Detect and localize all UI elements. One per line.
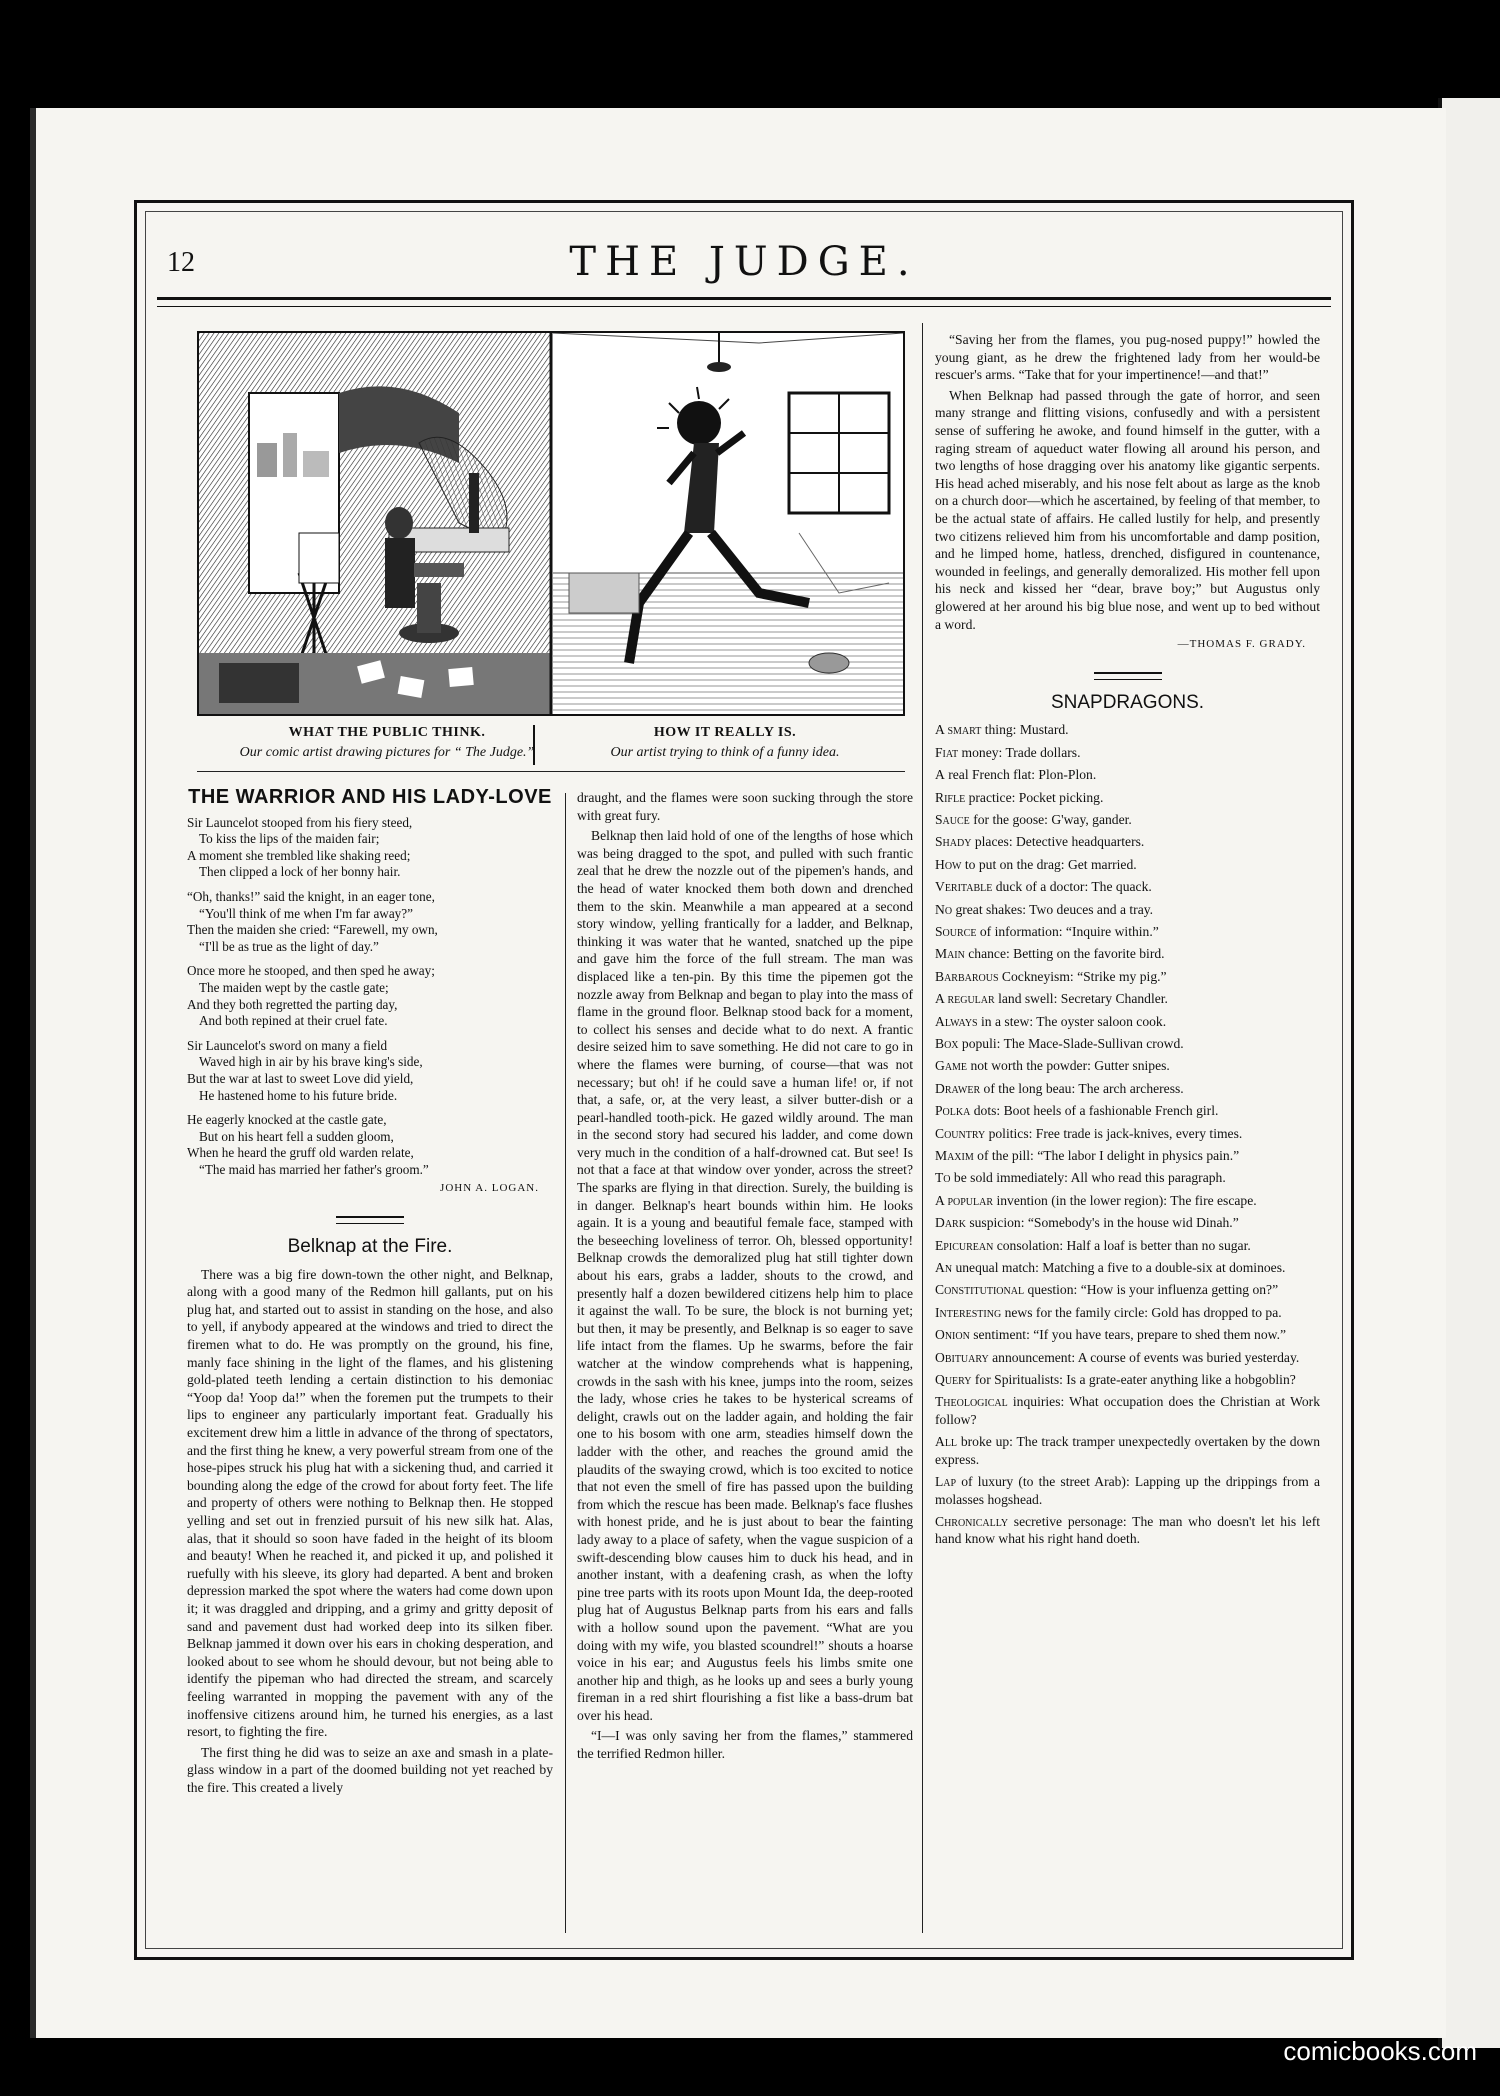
snapdragon-text: for the goose: G'way, gander. [969,811,1132,827]
column-3 [935,331,1320,1553]
snapdragon-lead: A regular [935,991,995,1007]
snapdragon-lead: Game [935,1058,968,1074]
snapdragon-lead: Interesting [935,1304,1002,1320]
snapdragon-text: question: “How is your influenza getting on?” [1024,1282,1279,1298]
snapdragon-lead: An [935,1260,953,1276]
snapdragon-lead: Rifle [935,789,966,805]
snapdragon-text: to put on the drag: Get married. [961,856,1137,872]
right-caption-title: HOW IT REALLY IS. [653,725,797,740]
masthead-rule [157,297,1331,307]
left-caption [217,723,557,763]
snapdragon-text: real French flat: Plon-Plon. [944,767,1097,783]
poem-author: JOHN A. LOGAN. [440,1182,539,1195]
page-border [134,200,1354,1960]
section-divider [336,1216,404,1224]
poem-line: Sir Launcelot stooped from his fiery steed, [187,814,413,830]
snapdragon-item [935,945,1320,962]
snapdragon-text: sentiment: “If you have tears, prepare to shed them now.” [969,1327,1287,1343]
snapdragon-text: of information: “Inquire within.” [976,923,1159,939]
snapdragon-item [935,1057,1320,1074]
snapdragon-lead: Epicurean [935,1237,994,1253]
story-paragraph: “Saving her from the flames, you pug-nosed puppy!” howled the young giant, as he drew the frightened lady from her would-be rescuer's arms. “Take that for your impertinence!—and that!” [935,332,1320,383]
snapdragon-text: for Spiritualists: Is a grate-eater anything like a hobgoblin? [971,1372,1296,1388]
poem-stanza [187,1038,553,1104]
poem-line: Sir Launcelot's sword on many a field [187,1037,388,1053]
snapdragon-text: inquiries: What occupation does the Christian at Work follow? [935,1394,1320,1427]
snapdragons-title: SNAPDRAGONS. [1050,691,1205,713]
poem-line: Once more he stooped, and then sped he away; [187,963,435,979]
snapdragon-item [935,968,1320,985]
snapdragon-text: of the pill: “The labor I delight in physics pain.” [973,1148,1240,1163]
content-columns [177,323,1332,1938]
snapdragon-item [935,1393,1320,1428]
publication-title: THE JUDGE. [569,239,919,285]
snapdragon-text: invention (in the lower region): The fire escape. [993,1192,1257,1208]
snapdragon-item [935,878,1320,895]
cartoon-illustration [197,331,905,716]
snapdragon-item [935,1237,1320,1254]
snapdragon-lead: Veritable [935,879,993,895]
poem-line: And they both regretted the parting day, [187,996,398,1012]
caption-divider [533,725,535,765]
poem-line: When he heard the gruff old warden relate, [187,1145,414,1161]
right-caption-subtitle: Our artist trying to think of a funny idea. [610,745,840,760]
snapdragon-item [935,1473,1320,1508]
snapdragon-text: duck of a doctor: The quack. [992,879,1152,895]
poem-line: And both repined at their cruel fate. [199,1013,388,1029]
snapdragon-text: Cockneyism: “Strike my pig.” [998,968,1167,984]
snapdragon-text: be sold immediately: All who read this paragraph. [950,1170,1226,1186]
poem-line: “Oh, thanks!” said the knight, in an eager tone, [187,888,435,904]
story-paragraph: The first thing he did was to seize an axe and smash in a plate-glass window in a part of the doomed building not yet reached by the fire. This created a lively [187,1744,553,1795]
snapdragon-item [935,990,1320,1007]
watermark-text: comicbooks.com [1283,2036,1477,2066]
snapdragon-text: thing: Mustard. [981,722,1069,738]
story-paragraph: When Belknap had passed through the gate of horror, and seen many strange and flitting visions, confusedly and with a persistent sense of suffering he awoke, and found himself in the gutter, with a raging stream of aqueduct water flowing all around his person, and two lengths of hose dragging over his anatomy like gigantic serpents. His head ached miserably, and his nose felt about as large as the knob on a church door—which he ascertained, by feeling of that member, to be the actual state of affairs. He called lustily for help, and presently two citizens relieved him from his uncomfortable and damp position, and he limped home, hatless, drenched, disfigured in countenance, wounded in feelings, and generally demoralized. His mother fell upon his neck and kissed her “dear, brave boy;” but Augustus only glowered at her around his big blue nose, and went up to bed without a word. [935,387,1320,632]
snapdragon-lead: Country [935,1125,986,1141]
story-paragraph: Belknap then laid hold of one of the lengths of hose which was being dragged to the spot, and pulled with such frantic zeal that he drew the nozzle out of the pipemen's hands, and the head of water knocked them both down and drenched them to the skin. Meanwhile a man appeared at a second story window, yelling frantically for a ladder, and Belknap, thinking it was water that he wanted, snatched up the pipe and gave him the force of the full stream. The man was displaced like a ten-pin. By this time the pipemen got the nozzle away from Belknap and began to play into the mass of flame in the ground floor. Belknap stood back for a moment, to collect his senses and decide what to do next. A frantic desire seized him to save something. He did not care to go in where the flames were burning, of course—that was not necessary; but oh! if he could save a human life! or, if not that, a safe, or, at the very least, a silver butter-dish or a pearl-handled tooth-pick. He gazed wildly around. The man in the second story had secured his ladder, and come down very much in the condition of a half-drowned cat. But see! Is not that a face at that window over yonder, across the street? The sparks are flying in that direction. Surely, the building is in danger. Belknap's heart bounds within him. He looks again. It is a young and beautiful female face, stamped with the beseeching loveliness of terror. Oh, blessed opportunity! Belknap crowds the demoralized plug hat still tighter down about his ears, grabs a ladder, shouts to the crowd, and presently half a dozen bewildered citizens help him to place it against the wall. To be sure, the block is not burning yet; but then, it may be presently, and Belknap is so eager to save life intact from the flames. Up he swarms, before the fair watcher at the window comprehends what is happening, crowds in the sash with his knee, jumps into the room, seizes the lady, whose cries he takes to be hysterical screams of delight, crawls out on the ladder again, and holding the fair one to his bosom with one arm, steadies himself down the ladder with the other, and reaches the ground amid the plaudits of the swaying crowd, which is too excited to notice that not even the smell of fire has passed upon the building from which the rescue has been made. Belknap's face flushes with honest pride, and he is just about to bear the fainting lady away to a place of safety, when the vague suspicion of a swift-descending blow causes him to duck his head, and in another instant, with a deafening crash, as when the lofty pine tree parts with its roots upon Mount Ida, the deep-rooted plug hat of Augustus Belknap parts from his ears and falls with a hollow sound upon the pavement. “What are you doing with my wife, you blasted scoundrel!” shouts a hoarse voice in his ear; and Augustus feels his limbs smite one another hip and thigh, as he looks up and sees a burly young fireman in a red shirt flourishing a fist like a bass-drum bat over his head. [577,828,913,1723]
snapdragon-item [935,1125,1320,1142]
poem-line: But the war at last to sweet Love did yield, [187,1070,414,1086]
section-divider [1094,672,1162,680]
snapdragon-lead: Source [935,923,977,939]
snapdragon-item [935,1192,1320,1209]
snapdragon-item [935,1214,1320,1231]
snapdragon-text: announcement: A course of events was buried yesterday. [988,1349,1300,1365]
snapdragon-text: dots: Boot heels of a fashionable French girl. [970,1103,1219,1119]
column-2 [577,789,913,1766]
poem-stanza [187,1112,553,1178]
snapdragon-lead: A popular [935,1192,994,1208]
snapdragon-text: news for the family circle: Gold has dropped to pa. [1001,1304,1282,1320]
snapdragon-item [935,1433,1320,1468]
poem-line: “The maid has married her father's groom.” [199,1161,429,1177]
snapdragon-item [935,789,1320,806]
snapdragon-item [935,1035,1320,1052]
column-rule-2 [922,323,923,1933]
snapdragon-text: secretive personage: The man who doesn't let his left hand know what his right hand doeth. [935,1513,1320,1547]
story-paragraph: “I—I was only saving her from the flames,” stammered the terrified Redmon hiller. [577,1728,913,1762]
story-paragraph: There was a big fire down-town the other night, and Belknap, along with a good many of the Redmon hill gallants, put on his plug hat, and started out to assist in standing on the hose, and also to yell, if anybody appeared at the windows and tried to direct the firemen what to do. He was promptly on the ground, his fine, manly face shining in the light of the flames, and his glistening gold-plated teeth lending a certain distinction to his demoniac “Yoop da! Yoop da!” when the foremen put the trumpets to their lips to engineer any particularly important feat. Gradually his excitement drew him a little in advance of the throng of spectators, and the first thing he knew, a very powerful stream from one of the hose-pipes struck his plug hat with a sickening thud, and carried it bounding along the edge of the crowd for about forty feet. The life and property of others were nothing to Belknap then. He stopped yelling and set out in frenzied pursuit of his new silk hat. Alas, alas, that it should so soon have faded in the height of its bloom and beauty! When he reached it, and picked it up, and polished it ruefully with his sleeve, its glory had departed. A bent and broken depression marked the spot where the waters had come down upon it; it was draggled and dripping, and a grimy and gritty deposit of sand and pavement dust had worked deep into its silken fiber. Belknap jammed it down over his ears in choking desperation, and looked about to see whom he should devour, but not being able to identify the pipeman who had directed the stream, and scarcely feeling warranted in mopping the pavement with any of the inoffensive citizens around him, he turned his energies, as a last resort, to fighting the fire. [187,1266,553,1740]
poem-line: Waved high in air by his brave king's side, [199,1054,423,1070]
scan-spine [0,0,30,2096]
snapdragon-item [935,1080,1320,1097]
snapdragon-text: in a stew: The oyster saloon cook. [977,1013,1167,1029]
newspaper-page [30,108,1446,2038]
snapdragon-lead: Polka [935,1103,971,1119]
snapdragon-text: places: Detective headquarters. [971,834,1145,850]
poem-stanza [187,815,553,881]
snapdragon-lead: Dark [935,1215,966,1231]
snapdragon-lead: No [935,901,953,917]
snapdragon-lead: Always [935,1013,978,1029]
poem-line: A moment she trembled like shaking reed; [187,847,411,863]
snapdragon-text: not worth the powder: Gutter snipes. [967,1058,1170,1074]
snapdragon-lead: Drawer [935,1080,981,1096]
left-caption-title: WHAT THE PUBLIC THINK. [288,725,486,740]
snapdragon-text: money: Trade dollars. [958,744,1081,760]
snapdragon-item [935,811,1320,828]
snapdragon-text: suspicion: “Somebody's in the house wid Dinah.” [965,1215,1239,1231]
snapdragon-text: consolation: Half a loaf is better than no sugar. [993,1237,1251,1253]
cartoon-drawing [199,333,903,714]
snapdragon-lead: A [935,767,945,783]
snapdragon-lead: A smart [935,722,982,738]
poem-body [187,815,553,1179]
snapdragon-item [935,1102,1320,1119]
snapdragon-item [935,1371,1320,1388]
snapdragon-lead: Constitutional [935,1282,1025,1298]
snapdragon-lead: Maxim [935,1148,974,1163]
snapdragon-item [935,1513,1320,1548]
snapdragon-lead: All [935,1434,958,1450]
right-caption [555,723,895,763]
snapdragon-item [935,1147,1320,1164]
snapdragon-text: broke up: The track tramper unexpectedly overtaken by the down express. [935,1434,1320,1467]
poem-line: Then the maiden she cried: “Farewell, my own, [187,922,438,938]
poem-line: To kiss the lips of the maiden fair; [199,831,380,847]
watermark [1225,2028,1485,2072]
snapdragon-text: land swell: Secretary Chandler. [994,991,1168,1007]
snapdragon-text: politics: Free trade is jack-knives, every times. [985,1125,1243,1141]
snapdragon-item [935,901,1320,918]
snapdragon-item [935,721,1320,738]
snapdragon-text: practice: Pocket picking. [965,789,1104,805]
poem-title: THE WARRIOR AND HIS LADY-LOVE [188,786,552,808]
snapdragon-text: populi: The Mace-Slade-Sullivan crowd. [958,1035,1184,1051]
poem-line: “I'll be as true as the light of day.” [199,938,379,954]
snapdragon-lead: To [935,1170,951,1186]
story-paragraph: draught, and the flames were soon sucking through the store with great fury. [577,790,913,823]
poem-line: The maiden wept by the castle gate; [199,979,389,995]
adjacent-page-edge [1438,98,1500,2048]
snapdragon-lead: Lap [935,1474,957,1490]
snapdragon-lead: Main [935,946,965,962]
snapdragon-lead: Chronically [935,1513,1009,1529]
column-rule-1 [565,793,566,1933]
poem-line: He hastened home to his future bride. [199,1087,398,1103]
snapdragon-text: great shakes: Two deuces and a tray. [952,901,1154,917]
column-1 [187,786,553,1799]
snapdragon-item [935,744,1320,761]
snapdragon-item [935,1013,1320,1030]
snapdragon-item [935,1349,1320,1366]
snapdragon-lead: Onion [935,1327,970,1343]
snapdragon-item [935,1259,1320,1276]
snapdragon-item [935,1169,1320,1186]
snapdragon-item [935,1326,1320,1343]
snapdragon-text: unequal match: Matching a five to a double-six at dominoes. [952,1260,1286,1276]
snapdragon-lead: Sauce [935,811,970,827]
snapdragon-lead: Theological [935,1394,1008,1410]
left-caption-subtitle: Our comic artist drawing pictures for “ The Judge.” [239,745,535,760]
poem-line: “You'll think of me when I'm far away?” [199,905,413,921]
caption-rule [197,771,905,772]
snapdragon-item [935,1281,1320,1298]
story-author: —THOMAS F. GRADY. [1177,638,1306,651]
poem-stanza [187,889,553,955]
masthead [157,225,1331,297]
poem-line: He eagerly knocked at the castle gate, [187,1112,387,1128]
snapdragon-item [935,923,1320,940]
snapdragon-text: of the long beau: The arch archeress. [980,1080,1184,1096]
poem-stanza [187,963,553,1029]
snapdragon-lead: How [935,856,962,872]
snapdragon-item [935,833,1320,850]
snapdragon-text: chance: Betting on the favorite bird. [964,946,1165,962]
snapdragon-lead: Shady [935,834,972,850]
snapdragons-list [935,721,1320,1547]
snapdragon-lead: Fiat [935,744,959,760]
snapdragon-lead: Obituary [935,1349,989,1365]
snapdragon-text: of luxury (to the street Arab): Lapping up the drippings from a molasses hogshead. [935,1474,1320,1507]
snapdragon-lead: Box [935,1035,959,1051]
snapdragon-lead: Barbarous [935,968,999,984]
snapdragon-item [935,766,1320,783]
poem-line: Then clipped a lock of her bonny hair. [199,864,401,880]
page-number: 12 [167,247,195,278]
snapdragon-item [935,856,1320,873]
poem-line: But on his heart fell a sudden gloom, [199,1128,394,1144]
snapdragon-lead: Query [935,1372,972,1388]
snapdragon-item [935,1304,1320,1321]
story-title: Belknap at the Fire. [287,1236,453,1258]
